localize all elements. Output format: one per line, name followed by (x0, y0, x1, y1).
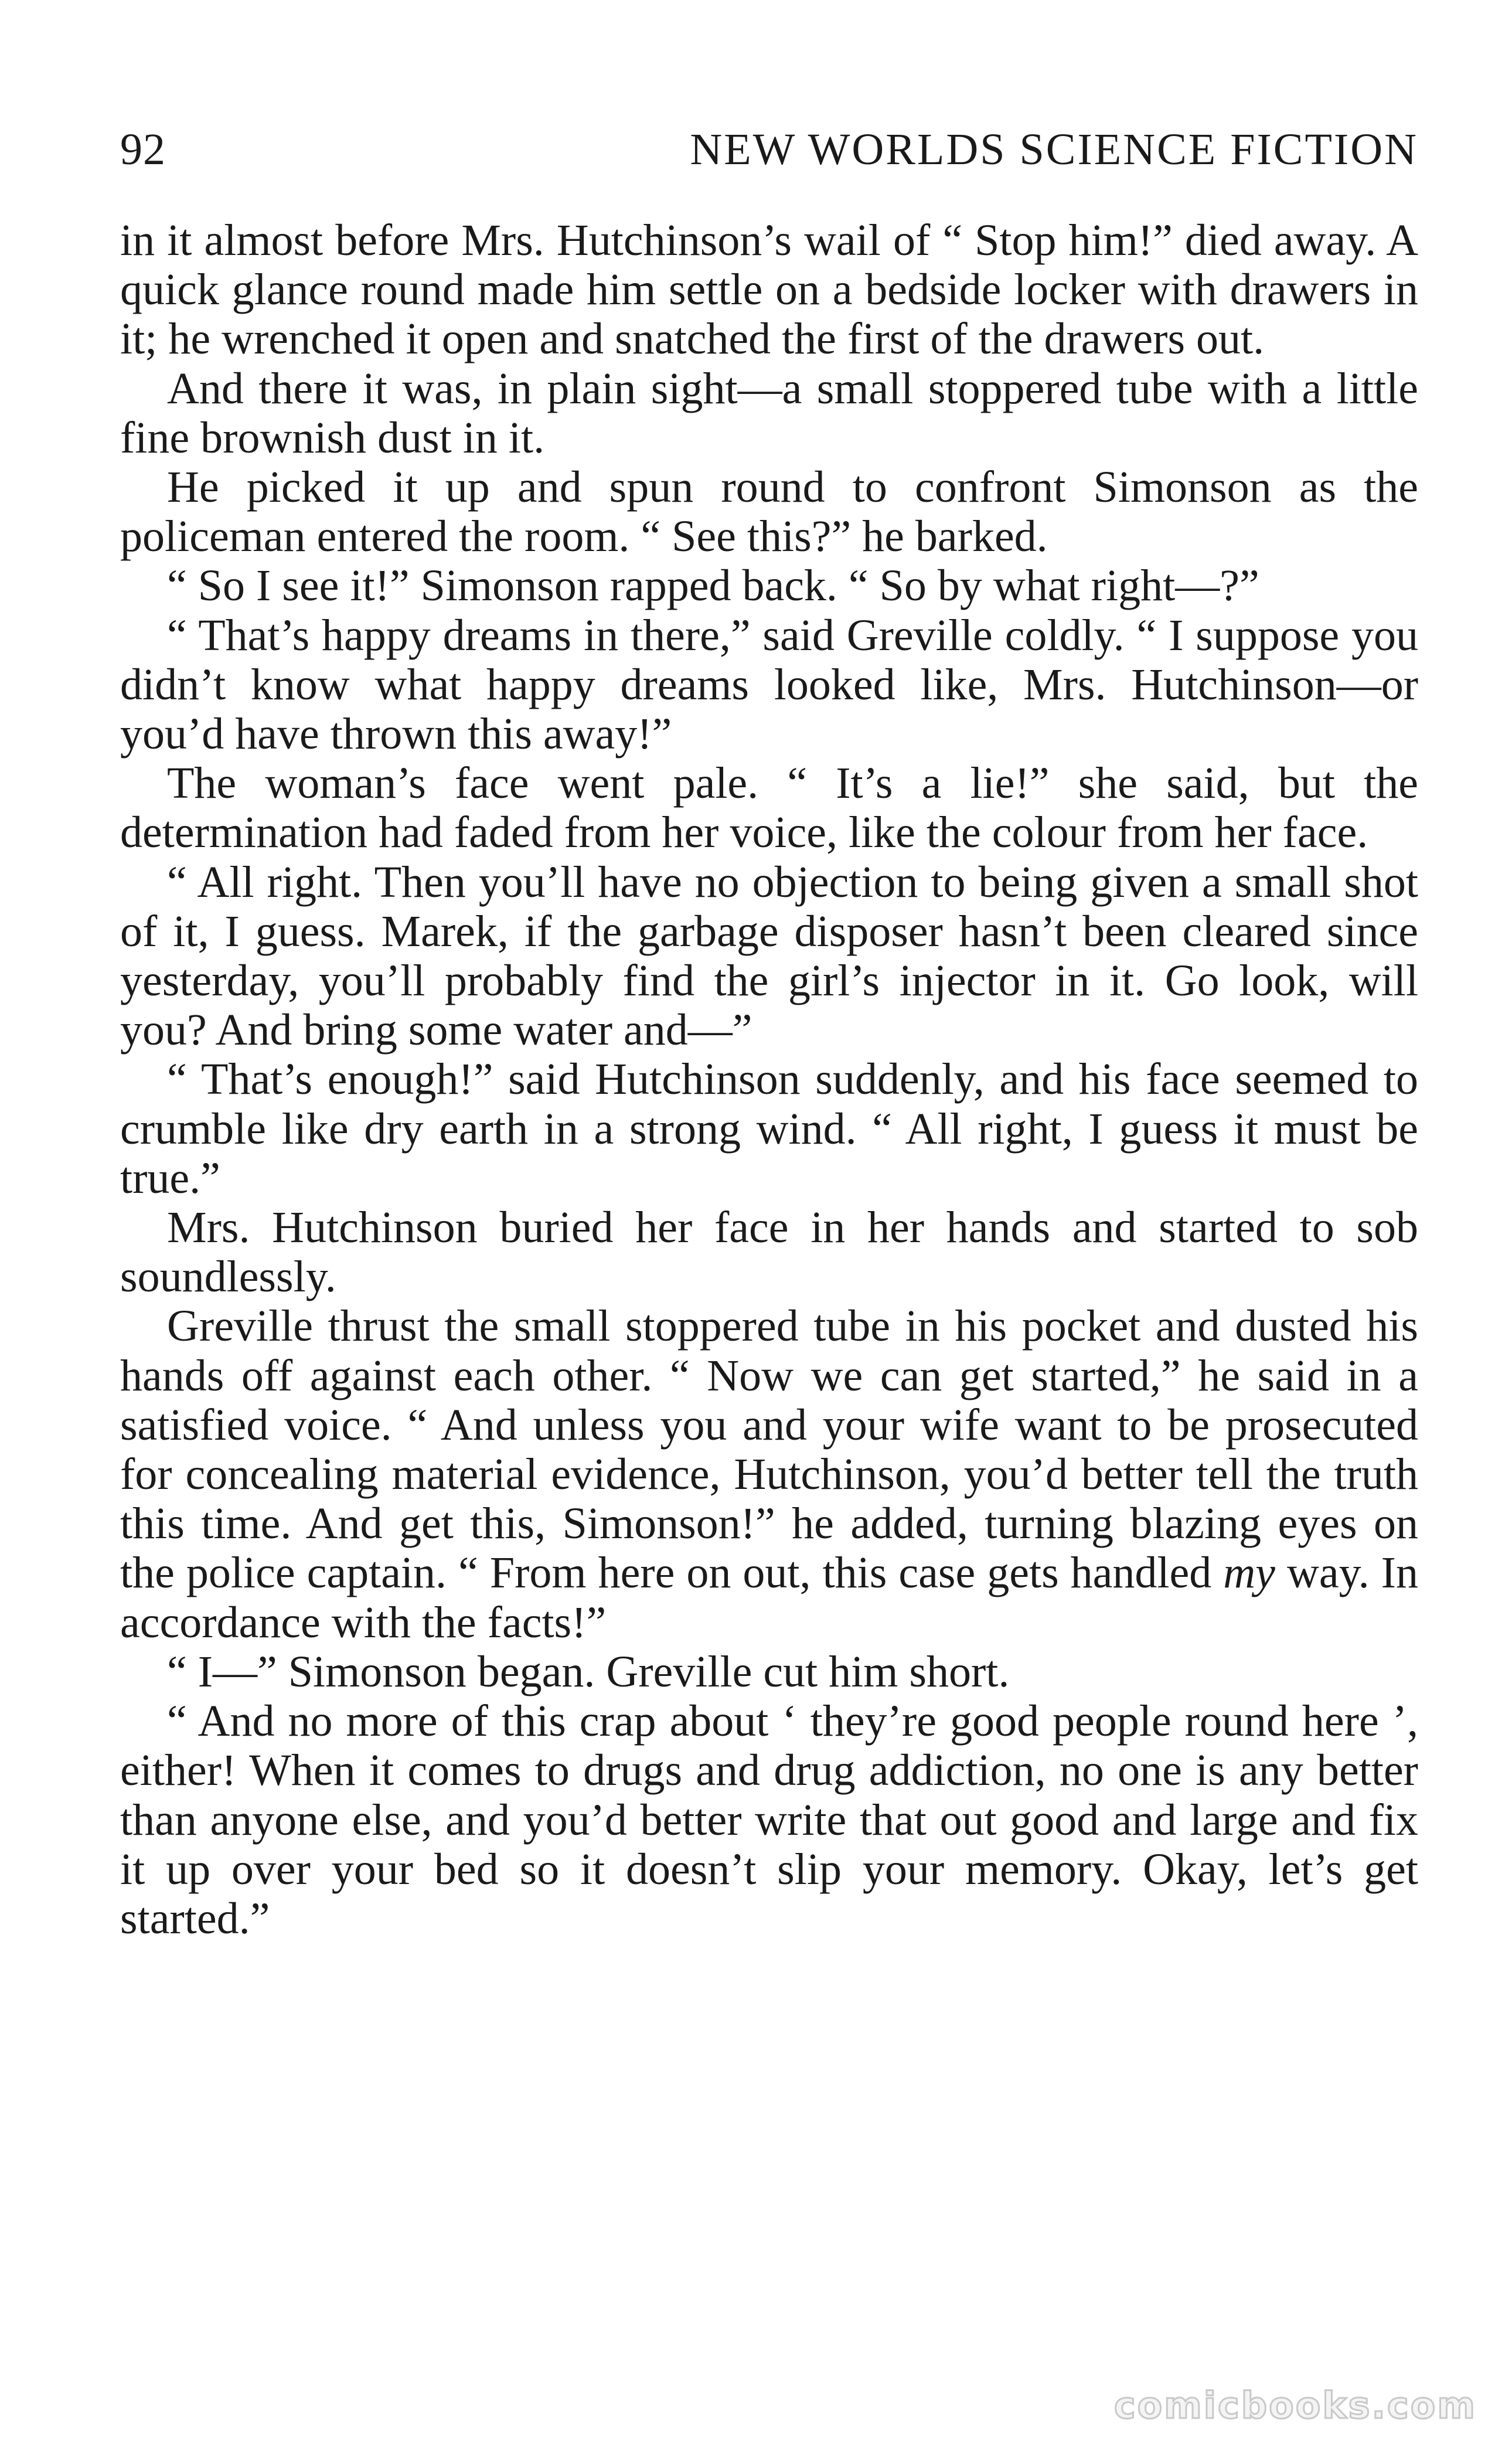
watermark-logo: comicbooks.com (1113, 2384, 1477, 2427)
paragraph-text: way. In accordance with the facts!” (120, 1548, 1418, 1647)
paragraph: The woman’s face went pale. “ It’s a lie!” she said, but the determination had faded from her voice, like the colour from her face. (120, 759, 1418, 858)
paragraph: And there it was, in plain sight—a small stoppered tube with a little fine brownish dust in it. (120, 363, 1418, 463)
paragraph: Mrs. Hutchinson buried her face in her hands and started to sob soundlessly. (120, 1203, 1418, 1302)
paragraph-greville (120, 1301, 1418, 1647)
paragraph: “ That’s happy dreams in there,” said Greville coldly. “ I suppose you didn’t know what happy dreams looked like, Mrs. Hutchinson—or you’d have thrown this away!” (120, 610, 1418, 759)
page-header (120, 117, 1418, 182)
paragraph: “ And no more of this crap about ‘ they’re good people round here ’, either! When it comes to drugs and drug addiction, no one is any better than anyone else, and you’d better write that out good and large and fix it up over your bed so it doesn’t slip your memory. Okay, let’s get started.” (120, 1696, 1418, 1943)
paragraph: “ I—” Simonson began. Greville cut him short. (167, 1647, 1010, 1696)
paragraph: “ So I see it!” Simonson rapped back. “ So by what right—?” (167, 561, 1259, 611)
emphasis-text: my (1223, 1548, 1275, 1598)
page-number: 92 (120, 125, 166, 174)
story-text (120, 216, 1418, 1943)
running-title: NEW WORLDS SCIENCE FICTION (690, 125, 1418, 174)
paragraph: He picked it up and spun round to confront Simonson as the policeman entered the room. “ See this?” he barked. (120, 463, 1418, 562)
paragraph-continued: in it almost before Mrs. Hutchinson’s wail of “ Stop him!” died away. A quick glance round made him settle on a bedside locker with drawers in it; he wrenched it open and snatched the first of the drawers out. (120, 216, 1418, 364)
paragraph: “ All right. Then you’ll have no objection to being given a small shot of it, I guess. Marek, if the garbage disposer hasn’t been cleared since yesterday, you’ll probably find the girl’s injector in it. Go look, will you? And bring some water and—” (120, 857, 1418, 1055)
paragraph-text: Greville thrust the small stoppered tube in his pocket and dusted his hands off against each other. “ Now we can get started,” he said in a satisfied voice. “ And unless you and your wife want to be prosecuted for concealing material evidence, Hutchinson, you’d better tell the truth this time. And get this, Simonson!” he added, turning blazing eyes on the police captain. “ From here on out, this case gets handled (120, 1301, 1418, 1598)
paragraph: “ That’s enough!” said Hutchinson suddenly, and his face seemed to crumble like dry earth in a strong wind. “ All right, I guess it must be true.” (120, 1055, 1418, 1203)
